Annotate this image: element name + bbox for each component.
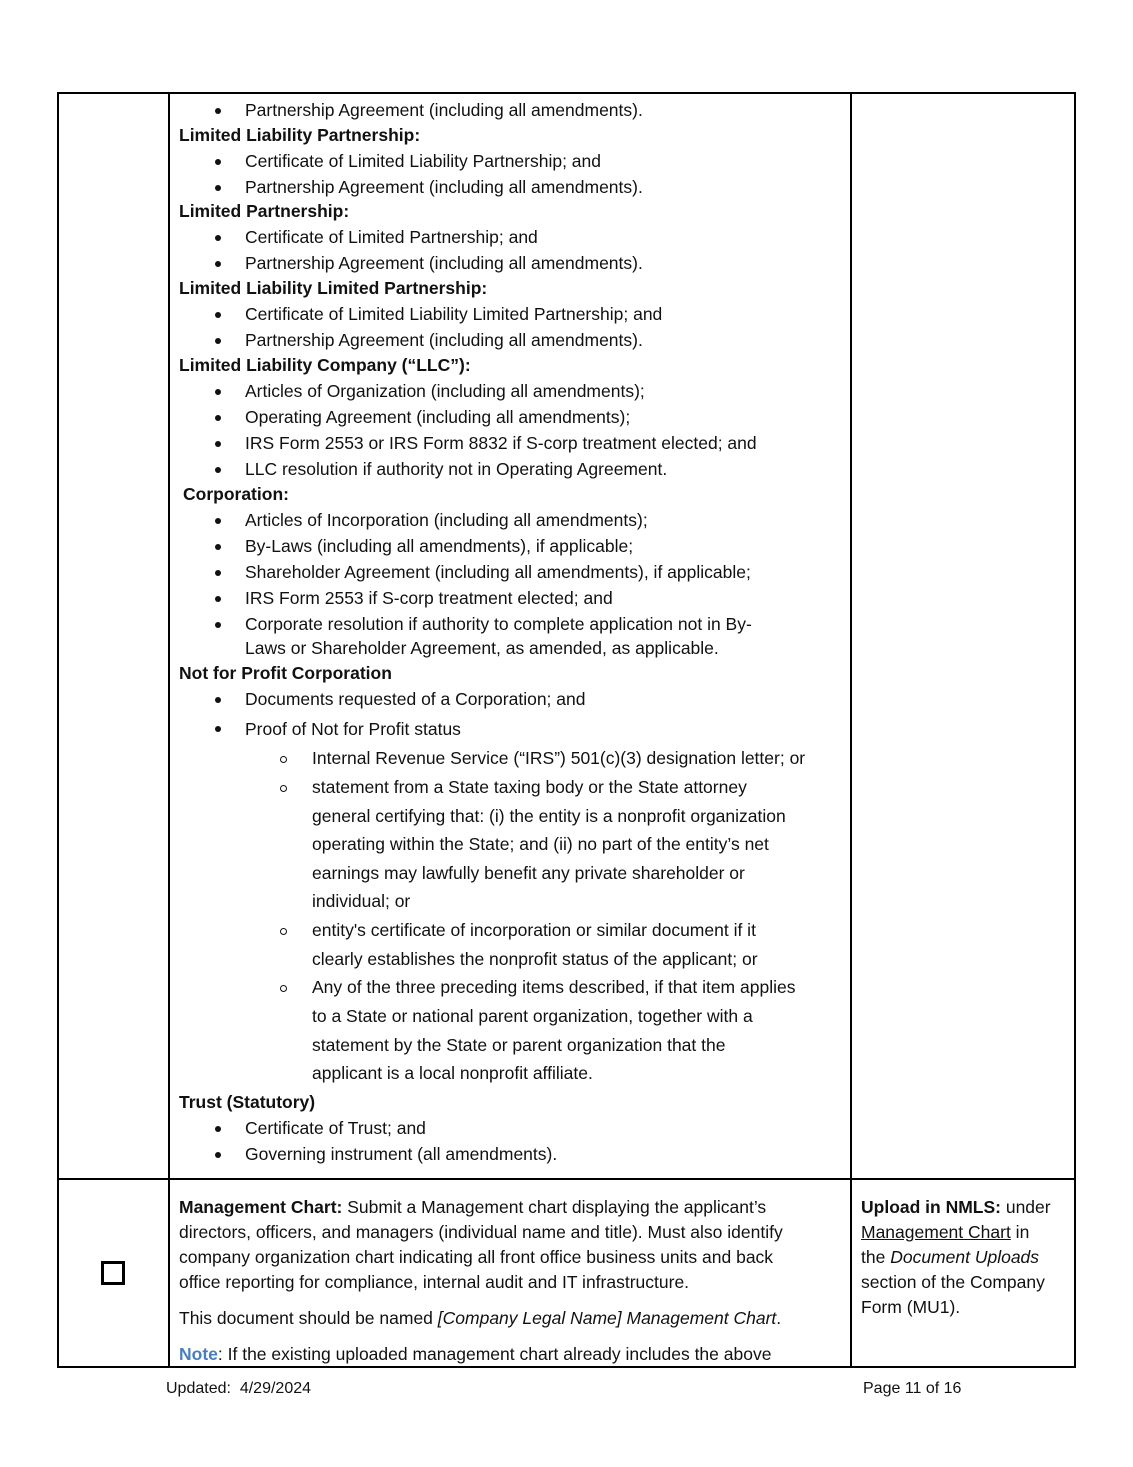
naming-name: [Company Legal Name] Management Chart [437,1308,777,1328]
bullet-icon [215,441,221,447]
section-heading: Limited Partnership: [179,201,350,221]
list-item: Shareholder Agreement (including all amendments), if applicable; [245,562,751,582]
column-divider-2 [850,92,852,1368]
management-desc-line: office reporting for compliance, internal audit and IT infrastructure. [179,1272,690,1292]
upload-line: section of the Company [861,1272,1045,1292]
column-divider-1 [168,92,170,1368]
bullet-icon [215,622,221,628]
naming-suffix: . [776,1308,782,1328]
sub-list-item-continuation: individual; or [312,891,411,911]
bullet-icon [215,159,221,165]
row-divider [57,1178,1076,1180]
list-item: Certificate of Trust; and [245,1118,426,1138]
sub-list-item-continuation: clearly establishes the nonprofit status of the applicant; or [312,949,758,969]
updated-label: Updated: [166,1380,231,1397]
list-item-continuation: Laws or Shareholder Agreement, as amended, as applicable. [245,638,719,658]
table-border-left [57,92,59,1368]
sub-bullet-icon [280,756,287,763]
upload-line [861,1246,1039,1268]
updated-date: 4/29/2024 [239,1380,312,1397]
management-desc-line: directors, officers, and managers (individual name and title). Must also identify [179,1222,783,1242]
list-item: Partnership Agreement (including all amendments). [245,177,643,197]
list-item: Certificate of Limited Partnership; and [245,227,538,247]
list-item: Certificate of Limited Liability Limited Partnership; and [245,304,663,324]
table-border-right [1074,92,1076,1368]
list-item: IRS Form 2553 or IRS Form 8832 if S-corp treatment elected; and [245,433,757,453]
upload-in: in [1010,1222,1030,1242]
management-label: Management Chart: [179,1197,343,1217]
list-item: Operating Agreement (including all amendments); [245,407,631,427]
sub-list-item-continuation: earnings may lawfully benefit any private shareholder or [312,863,745,883]
section-heading: Limited Liability Partnership: [179,125,421,145]
upload-line: Form (MU1). [861,1297,961,1317]
bullet-icon [215,570,221,576]
note-label: Note [179,1344,218,1364]
bullet-icon [215,726,221,732]
list-item: Partnership Agreement (including all amendments). [245,100,643,120]
bullet-icon [215,415,221,421]
sub-list-item: Internal Revenue Service (“IRS”) 501(c)(3) designation letter; or [312,748,806,768]
upload-section-name: Document Uploads [890,1247,1040,1267]
upload-the: the [861,1247,891,1267]
bullet-icon [215,261,221,267]
list-item: Partnership Agreement (including all amendments). [245,330,643,350]
management-desc-line [179,1196,766,1218]
section-heading: Limited Liability Limited Partnership: [179,278,488,298]
list-item: Partnership Agreement (including all amendments). [245,253,643,273]
list-item: Articles of Incorporation (including all amendments); [245,510,648,530]
upload-label: Upload in NMLS: [861,1197,1001,1217]
sub-bullet-icon [280,785,287,792]
bullet-icon [215,312,221,318]
sub-list-item-continuation: applicant is a local nonprofit affiliate. [312,1063,593,1083]
management-desc-line: company organization chart indicating all front office business units and back [179,1247,774,1267]
list-item: Certificate of Limited Liability Partnership; and [245,151,602,171]
bullet-icon [215,108,221,114]
list-item: Documents requested of a Corporation; and [245,689,586,709]
note-text: : If the existing uploaded management chart already includes the above [217,1344,772,1364]
sub-list-item: Any of the three preceding items described, if that item applies [312,977,796,997]
sub-bullet-icon [280,928,287,935]
sub-list-item: entity's certificate of incorporation or similar document if it [312,920,756,940]
section-heading: Limited Liability Company (“LLC”): [179,355,471,375]
bullet-icon [215,1126,221,1132]
management-chart-link[interactable]: Management Chart [861,1222,1011,1242]
footer-updated [166,1378,311,1400]
section-heading: Corporation: [183,484,289,504]
sub-list-item-continuation: to a State or national parent organization, together with a [312,1006,753,1026]
bullet-icon [215,544,221,550]
management-chart-checkbox[interactable] [101,1261,125,1285]
note-line [179,1343,771,1365]
upload-line [861,1196,1051,1218]
bullet-icon [215,389,221,395]
sub-list-item-continuation: statement by the State or parent organization that the [312,1035,726,1055]
sub-bullet-icon [280,985,287,992]
list-item: Proof of Not for Profit status [245,719,461,739]
list-item: LLC resolution if authority not in Operating Agreement. [245,459,668,479]
bullet-icon [215,596,221,602]
sub-list-item: statement from a State taxing body or the State attorney [312,777,747,797]
bullet-icon [215,338,221,344]
requirements-table [57,92,1076,1368]
list-item: IRS Form 2553 if S-corp treatment elected; and [245,588,613,608]
section-heading: Not for Profit Corporation [179,663,392,683]
bullet-icon [215,697,221,703]
bullet-icon [215,1152,221,1158]
sub-list-item-continuation: general certifying that: (i) the entity is a nonprofit organization [312,806,786,826]
upload-line [861,1221,1029,1243]
footer-page-number: Page 11 of 16 [863,1380,962,1397]
bullet-icon [215,185,221,191]
bullet-icon [215,518,221,524]
list-item: Governing instrument (all amendments). [245,1144,558,1164]
naming-instruction [179,1307,781,1329]
list-item: Articles of Organization (including all amendments); [245,381,645,401]
bullet-icon [215,235,221,241]
sub-list-item-continuation: operating within the State; and (ii) no part of the entity’s net [312,834,769,854]
table-border-bottom [57,1366,1076,1368]
list-item: By-Laws (including all amendments), if applicable; [245,536,634,556]
naming-prefix: This document should be named [179,1308,438,1328]
management-desc-text: Submit a Management chart displaying the applicant’s [347,1197,767,1217]
bullet-icon [215,467,221,473]
upload-under: under [1000,1197,1051,1217]
list-item: Corporate resolution if authority to complete application not in By- [245,614,752,634]
section-heading: Trust (Statutory) [179,1092,316,1112]
table-border-top [57,92,1076,94]
